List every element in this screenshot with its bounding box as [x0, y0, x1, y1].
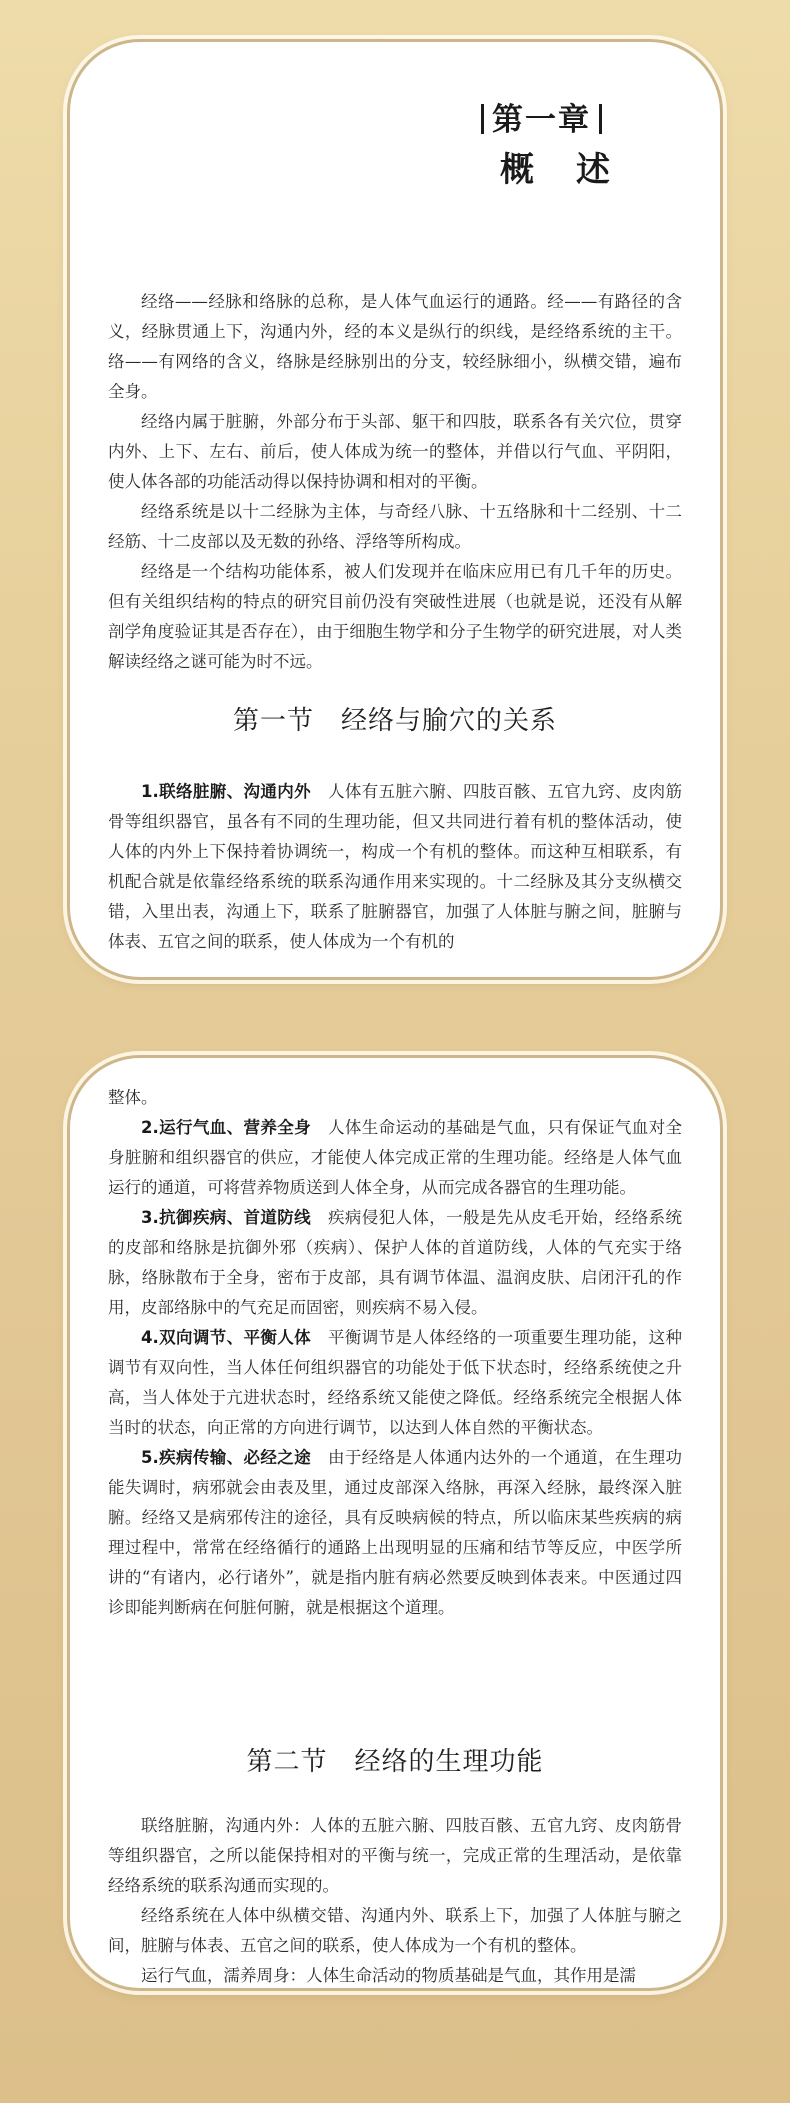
section-2-paragraph: 联络脏腑，沟通内外：人体的五脏六腑、四肢百骸、五官九窍、皮肉筋骨等组织器官，之所以能保持相对的平衡与统一，完成正常的生理活动，是依靠经络系统的联系沟通而实现的。 — [108, 1816, 682, 1895]
section-1-body-continued — [108, 1083, 682, 1623]
intro-paragraph: 经络——经脉和络脉的总称，是人体气血运行的通路。经——有路径的含义，经脉贯通上下，沟通内外，经的本义是纵行的织线，是经络系统的主干。络——有网络的含义，络脉是经脉别出的分支，较经脉细小，纵横交错，遍布全身。 — [108, 292, 682, 401]
item-heading: 4.双向调节、平衡人体 — [141, 1328, 312, 1347]
list-item — [108, 1323, 682, 1443]
section-2-body — [108, 1811, 682, 1991]
page-card-1 — [70, 42, 720, 977]
item-heading: 2.运行气血、营养全身 — [141, 1118, 312, 1137]
item-text: 人体生命运动的基础是气血，只有保证气血对全身脏腑和组织器官的供应，才能使人体完成正常的生理功能。经络是人体气血运行的通道，可将营养物质送到人体全身，从而完成各器官的生理功能。 — [108, 1118, 683, 1197]
item-continuation: 整体。 — [108, 1088, 158, 1107]
chapter-bar-right — [599, 104, 602, 134]
intro-paragraph: 经络是一个结构功能体系，被人们发现并在临床应用已有几千年的历史。但有关组织结构的特点的研究目前仍没有突破性进展（也就是说，还没有从解剖学角度验证其是否存在），由于细胞生物学和分子生物学的研究进展，对人类解读经络之谜可能为时不远。 — [108, 562, 682, 671]
section-1-title: 第一节 经络与腧穴的关系 — [232, 706, 557, 736]
item-text: 人体有五脏六腑、四肢百骸、五官九窍、皮肉筋骨等组织器官，虽各有不同的生理功能，但又共同进行着有机的整体活动，使人体的内外上下保持着协调统一，构成一个有机的整体。而这种互相联系，有机配合就是依靠经络系统的联系沟通作用来实现的。十二经脉及其分支纵横交错，入里出表，沟通上下，联系了脏腑器官，加强了人体脏与腑之间，脏腑与体表、五官之间的联系，使人体成为一个有机的 — [108, 782, 683, 951]
list-item — [108, 1203, 682, 1323]
list-item — [108, 1113, 682, 1203]
intro-paragraph: 经络系统是以十二经脉为主体，与奇经八脉、十五络脉和十二经别、十二经筋、十二皮部以及无数的孙络、浮络等所构成。 — [108, 502, 682, 551]
item-heading: 1.联络脏腑、沟通内外 — [141, 782, 312, 801]
chapter-label-text: 第一章 — [492, 102, 591, 138]
item-text: 平衡调节是人体经络的一项重要生理功能，这种调节有双向性，当人体任何组织器官的功能处于低下状态时，经络系统使之升高，当人体处于亢进状态时，经络系统又能使之降低。经络系统完全根据人体当时的状态，向正常的方向进行调节，以达到人体自然的平衡状态。 — [108, 1328, 683, 1437]
list-item — [108, 777, 682, 957]
chapter-bar-left — [481, 104, 484, 134]
section-2-paragraph: 运行气血，濡养周身：人体生命活动的物质基础是气血，其作用是濡 — [141, 1966, 636, 1985]
intro-text — [108, 287, 682, 677]
chapter-label — [473, 100, 610, 140]
chapter-header — [473, 100, 652, 196]
intro-paragraph: 经络内属于脏腑，外部分布于头部、躯干和四肢，联系各有关穴位，贯穿内外、上下、左右、前后，使人体成为统一的整体，并借以行气血、平阴阳，使人体各部的功能活动得以保持协调和相对的平衡。 — [108, 412, 682, 491]
item-text: 由于经络是人体通内达外的一个通道，在生理功能失调时，病邪就会由表及里，通过皮部深入络脉，再深入经脉，最终深入脏腑。经络又是病邪传注的途径，具有反映病候的特点，所以临床某些疾病的病理过程中，常常在经络循行的通路上出现明显的压痛和结节等反应，中医学所讲的“有诸内，必行诸外”，就是指内脏有病必然要反映到体表来。中医通过四诊即能判断病在何脏何腑，就是根据这个道理。 — [108, 1448, 683, 1617]
item-heading: 3.抗御疾病、首道防线 — [141, 1208, 312, 1227]
item-heading: 5.疾病传输、必经之途 — [141, 1448, 312, 1467]
page-card-2 — [70, 1058, 720, 1988]
section-1-body — [108, 777, 682, 957]
chapter-name: 概述 — [500, 150, 652, 190]
section-2-title: 第二节 经络的生理功能 — [246, 1747, 544, 1777]
section-2-paragraph: 经络系统在人体中纵横交错、沟通内外、联系上下，加强了人体脏与腑之间，脏腑与体表、五官之间的联系，使人体成为一个有机的整体。 — [108, 1906, 682, 1955]
list-item — [108, 1443, 682, 1623]
item-text: 疾病侵犯人体，一般是先从皮毛开始，经络系统的皮部和络脉是抗御外邪（疾病）、保护人体的首道防线，人体的气充实于络脉，络脉散布于全身，密布于皮部，具有调节体温、温润皮肤、启闭汗孔的作用，皮部络脉中的气充足而固密，则疾病不易入侵。 — [108, 1208, 683, 1317]
